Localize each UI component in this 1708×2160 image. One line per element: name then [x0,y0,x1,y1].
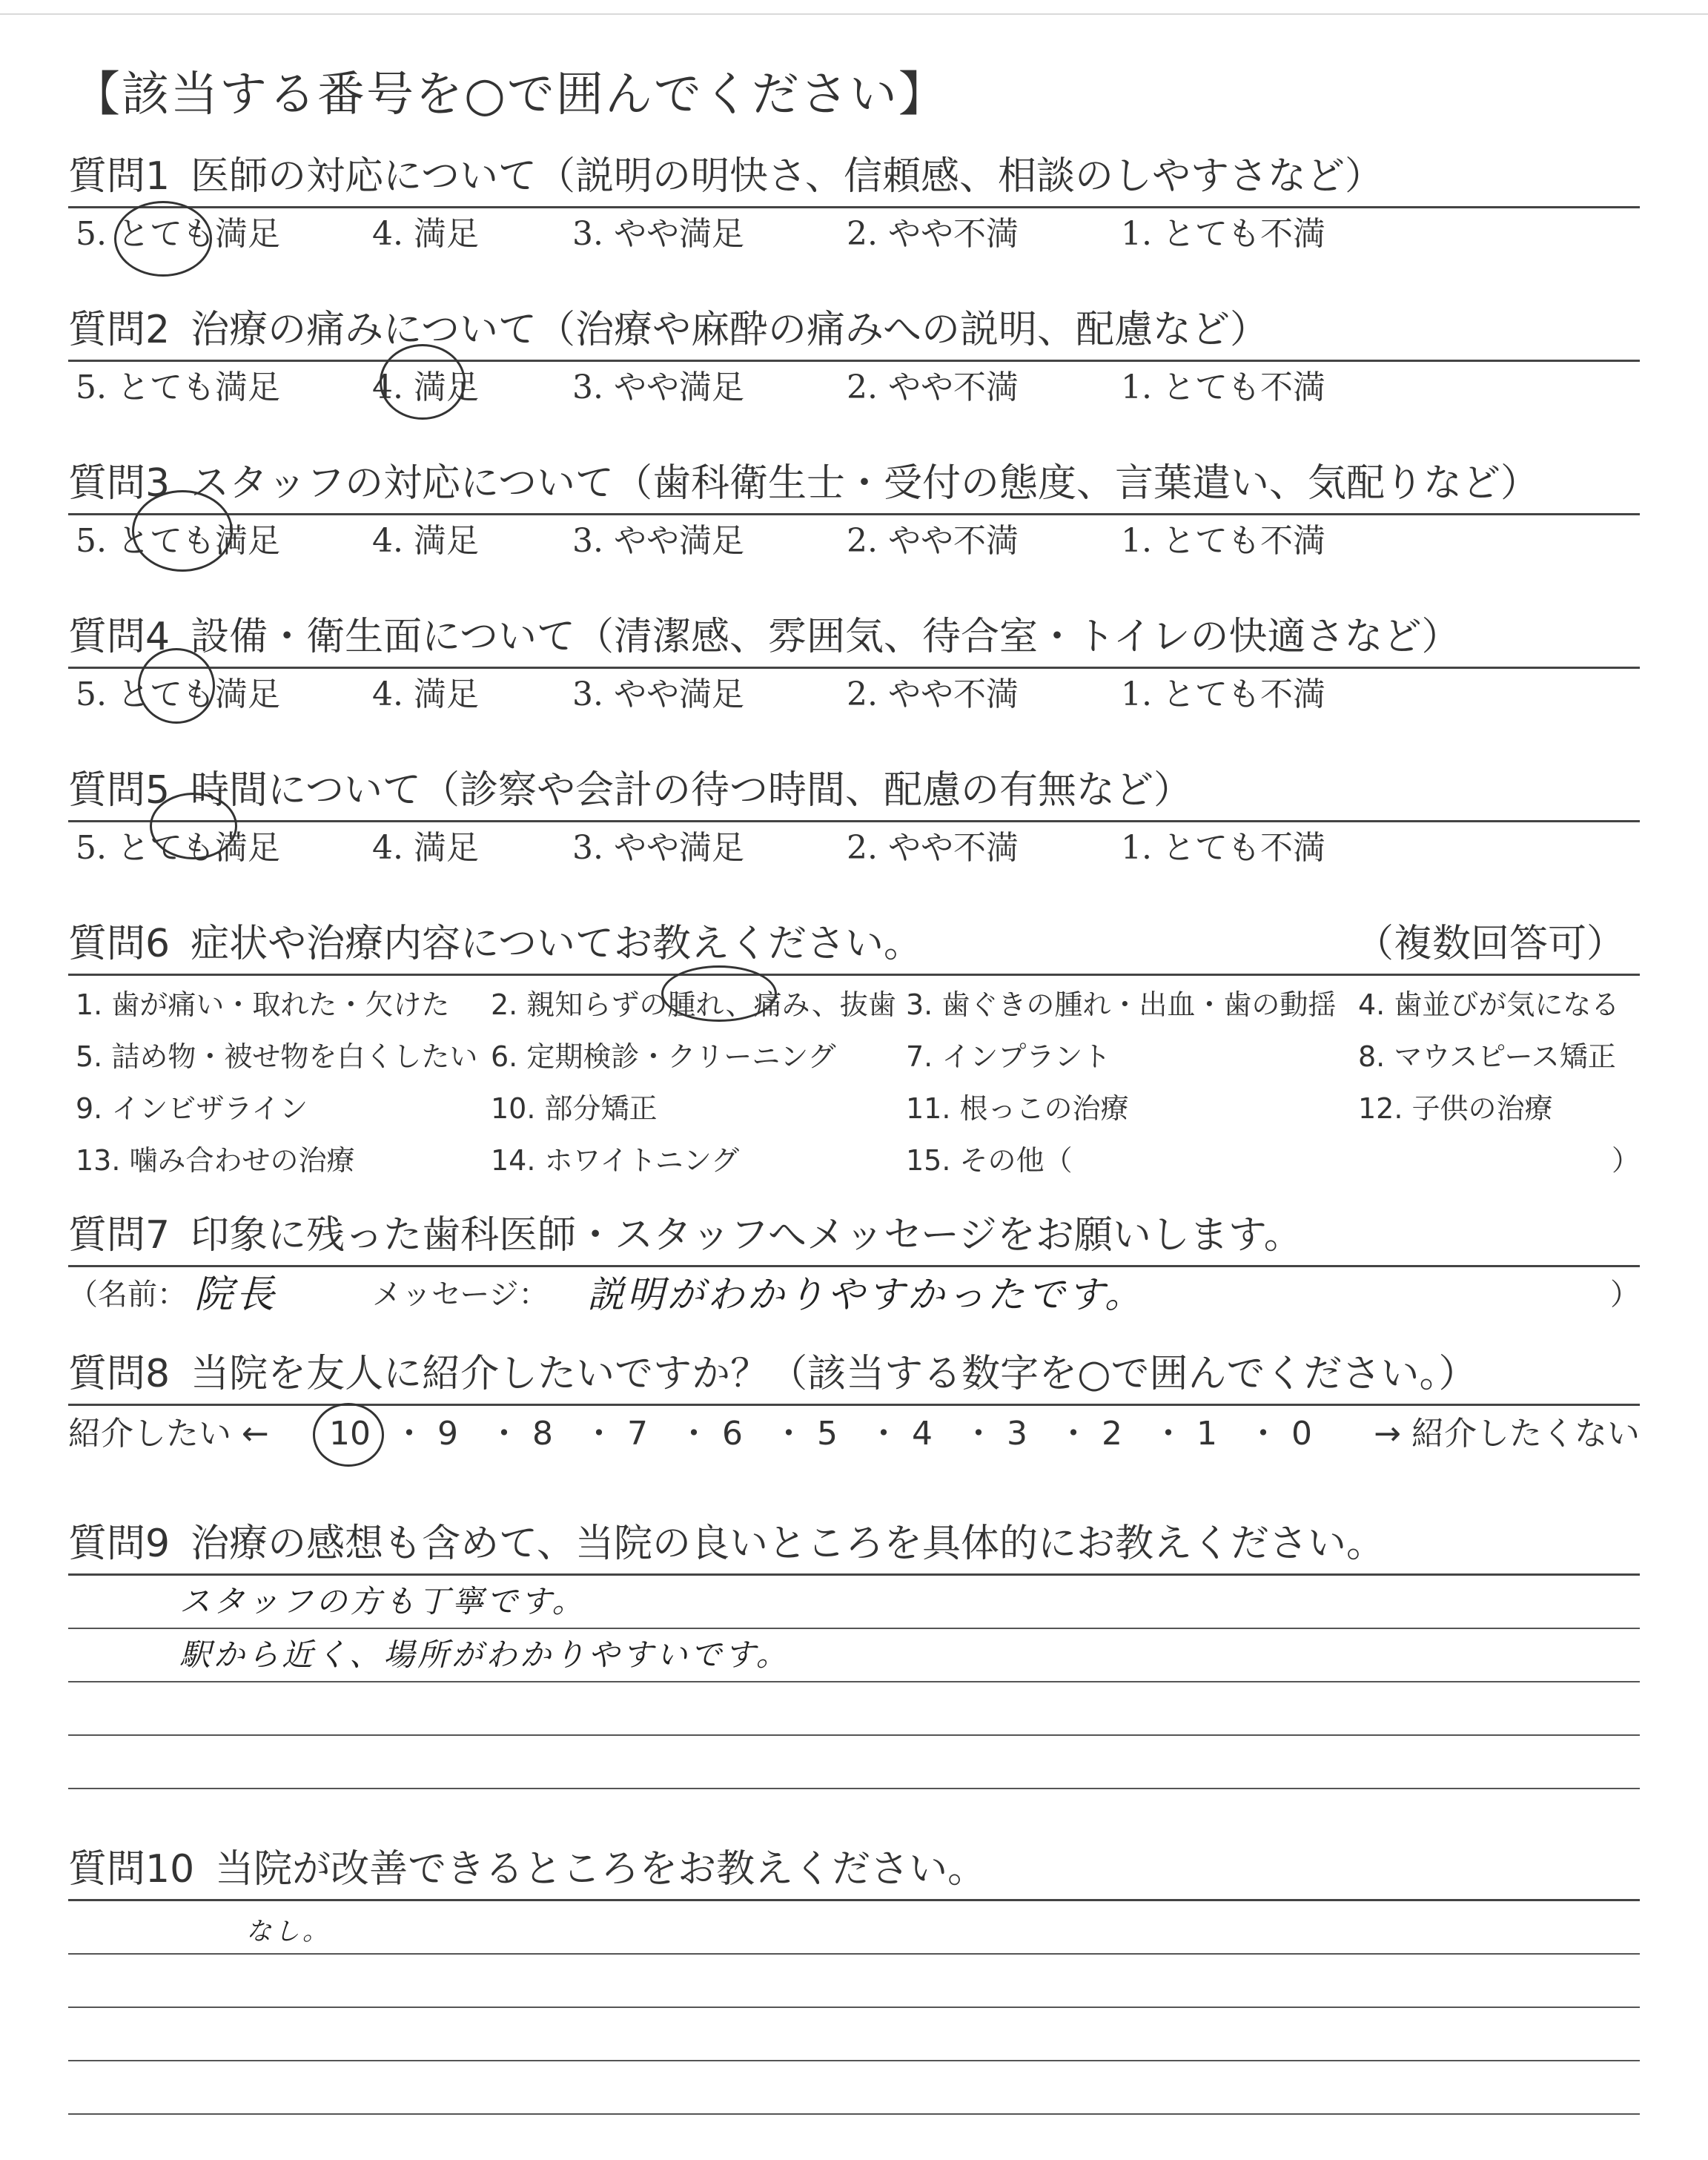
treatment-option[interactable]: 1. 歯が痛い・取れた・欠けた [76,988,450,1021]
scale-dot: ・ [678,1415,710,1453]
option-2[interactable]: 2. やや不満 [847,829,1019,867]
option-4[interactable]: 4. 満足 [372,369,479,406]
option-3[interactable]: 3. やや満足 [572,829,744,867]
question-number: 質問10 [68,1847,195,1892]
question-5 [68,764,1640,879]
scale-value[interactable]: 2 [1102,1415,1122,1453]
answer-handwritten: 駅から近く、場所がわかりやすいです。 [179,1636,790,1673]
scale-right-label: → 紹介したくない [1374,1415,1640,1453]
question-text: 印象に残った歯科医師・スタッフへメッセージをお願いします。 [191,1213,1302,1258]
option-4[interactable]: 4. 満足 [372,829,479,867]
question-5-title [68,764,1640,822]
question-text: 治療の感想も含めて、当院の良いところを具体的にお教えください。 [191,1522,1386,1566]
scale-dot: ・ [393,1415,426,1453]
rating-options [68,362,1640,418]
recommend-scale [68,1406,1640,1465]
other-close-paren: ） [1611,1144,1640,1177]
treatment-option[interactable]: 3. 歯ぐきの腫れ・出血・歯の動揺 [906,988,1337,1021]
question-number: 質問1 [68,154,171,199]
scale-value[interactable]: 10 [329,1415,371,1453]
question-4-title [68,610,1640,669]
question-3 [68,457,1640,572]
message-handwritten[interactable]: 説明がわかりやすかったです。 [587,1273,1145,1316]
scale-value[interactable]: 7 [627,1415,648,1453]
question-7-title [68,1209,1640,1267]
treatment-option[interactable]: 14. ホワイトニング [491,1144,740,1177]
scale-left-label: 紹介したい ← [68,1415,269,1453]
answer-line[interactable] [68,1955,1640,2008]
option-2[interactable]: 2. やや不満 [847,369,1019,406]
answer-line[interactable] [68,2061,1640,2115]
option-3[interactable]: 3. やや満足 [572,215,744,253]
answer-handwritten: なし。 [246,1917,331,1946]
scale-value[interactable]: 0 [1291,1415,1312,1453]
option-5[interactable]: 5. とても満足 [76,215,280,253]
question-text: 時間について（診察や会計の待つ時間、配慮の有無など） [191,768,1193,813]
treatment-option[interactable]: 10. 部分矯正 [491,1092,658,1125]
question-number: 質問7 [68,1213,171,1258]
scale-dot: ・ [962,1415,995,1453]
question-4 [68,610,1640,725]
option-3[interactable]: 3. やや満足 [572,676,744,713]
option-5[interactable]: 5. とても満足 [76,522,280,560]
treatment-option[interactable]: 12. 子供の治療 [1358,1092,1553,1125]
question-7 [68,1209,1640,1327]
option-5[interactable]: 5. とても満足 [76,829,280,867]
question-6 [68,917,1640,1198]
question-10-title [68,1843,1640,1901]
question-text: 治療の痛みについて（治療や麻酔の痛みへの説明、配慮など） [191,308,1269,352]
question-2-title [68,303,1640,362]
answer-line[interactable] [68,1629,1640,1682]
option-5[interactable]: 5. とても満足 [76,676,280,713]
question-2 [68,303,1640,418]
question-number: 質問6 [68,922,171,966]
option-2[interactable]: 2. やや不満 [847,215,1019,253]
answer-handwritten: スタッフの方も丁寧です。 [179,1583,586,1619]
message-row [68,1267,1640,1327]
question-3-title [68,457,1640,515]
message-close-paren: ） [1610,1278,1640,1312]
question-8-title [68,1347,1640,1406]
question-number: 質問4 [68,615,171,659]
rating-options [68,669,1640,725]
scale-value[interactable]: 5 [817,1415,838,1453]
answer-line[interactable] [68,2008,1640,2061]
option-2[interactable]: 2. やや不満 [847,676,1019,713]
survey-form [68,59,1640,2115]
form-heading: 【該当する番号を○で囲んでください】 [73,67,947,122]
question-1-title [68,150,1640,208]
answer-lines [68,1901,1640,2115]
scale-value[interactable]: 4 [912,1415,933,1453]
option-4[interactable]: 4. 満足 [372,522,479,560]
scale-value[interactable]: 3 [1007,1415,1027,1453]
question-9 [68,1517,1640,1789]
option-1[interactable]: 1. とても不満 [1121,215,1325,253]
rating-options [68,208,1640,265]
option-3[interactable]: 3. やや満足 [572,369,744,406]
answer-lines [68,1576,1640,1789]
option-2[interactable]: 2. やや不満 [847,522,1019,560]
question-9-title [68,1517,1640,1576]
treatment-option[interactable]: 13. 噛み合わせの治療 [76,1144,355,1177]
question-10 [68,1843,1640,2115]
question-text: 設備・衛生面について（清潔感、雰囲気、待合室・トイレの快適さなど） [191,615,1460,659]
answer-line[interactable] [68,1576,1640,1629]
top-border [0,13,1708,15]
option-4[interactable]: 4. 満足 [372,676,479,713]
scale-value[interactable]: 6 [722,1415,743,1453]
treatment-option[interactable]: 11. 根っこの治療 [906,1092,1129,1125]
rating-options [68,515,1640,572]
question-1 [68,150,1640,265]
scale-dot: ・ [488,1415,520,1453]
treatment-option[interactable]: 6. 定期検診・クリーニング [491,1040,836,1073]
answer-line[interactable] [68,1736,1640,1789]
treatment-option[interactable]: 9. インビザライン [76,1092,308,1125]
answer-line[interactable] [68,1901,1640,1955]
question-text: 当院を友人に紹介したいですか？（該当する数字を○で囲んでください。） [191,1352,1477,1396]
scale-dot: ・ [867,1415,900,1453]
name-label: （名前： [68,1278,187,1312]
question-6-title [68,917,1640,976]
option-1[interactable]: 1. とても不満 [1121,829,1325,867]
option-1[interactable]: 1. とても不満 [1121,676,1325,713]
message-label: メッセージ： [372,1278,549,1312]
treatment-option[interactable]: 5. 詰め物・被せ物を白くしたい [76,1040,478,1073]
treatment-option[interactable]: 15. その他（ [906,1144,1073,1177]
treatment-options [68,976,1640,1198]
question-number: 質問5 [68,768,171,813]
question-text: 症状や治療内容についてお教えください。 [191,922,923,966]
scale-value[interactable]: 8 [532,1415,553,1453]
treatment-option[interactable]: 4. 歯並びが気になる [1358,988,1620,1021]
option-1[interactable]: 1. とても不満 [1121,522,1325,560]
scale-dot: ・ [1057,1415,1090,1453]
question-number: 質問3 [68,461,171,506]
question-text: 医師の対応について（説明の明快さ、信頼感、相談のしやすさなど） [191,154,1383,199]
question-text: 当院が改善できるところをお教えください。 [215,1847,987,1892]
answer-line[interactable] [68,1682,1640,1736]
option-5[interactable]: 5. とても満足 [76,369,280,406]
multiple-answers-note: （複数回答可） [1354,922,1625,966]
scale-value[interactable]: 9 [437,1415,458,1453]
treatment-option[interactable]: 2. 親知らずの腫れ、痛み、抜歯 [491,988,896,1021]
scale-dot: ・ [1247,1415,1280,1453]
question-text: スタッフの対応について（歯科衛生士・受付の態度、言葉遣い、気配りなど） [191,461,1540,506]
name-handwritten[interactable]: 院長 [194,1272,278,1317]
option-3[interactable]: 3. やや満足 [572,522,744,560]
treatment-option[interactable]: 8. マウスピース矯正 [1358,1040,1616,1073]
option-4[interactable]: 4. 満足 [372,215,479,253]
question-number: 質問8 [68,1352,171,1396]
question-8 [68,1347,1640,1465]
scale-value[interactable]: 1 [1196,1415,1217,1453]
option-1[interactable]: 1. とても不満 [1121,369,1325,406]
treatment-option[interactable]: 7. インプラント [906,1040,1111,1073]
rating-options [68,822,1640,879]
question-number: 質問2 [68,308,171,352]
scale-dot: ・ [772,1415,805,1453]
question-number: 質問9 [68,1522,171,1566]
scale-dot: ・ [583,1415,615,1453]
scale-dot: ・ [1152,1415,1185,1453]
